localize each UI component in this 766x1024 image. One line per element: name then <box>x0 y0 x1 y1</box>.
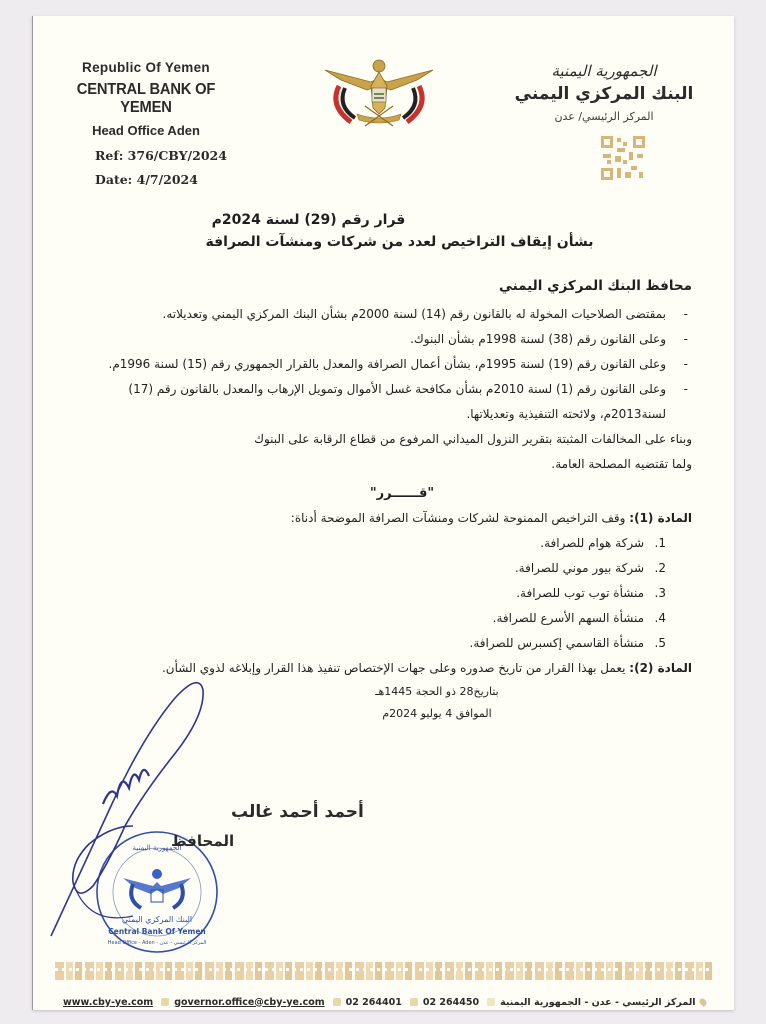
svg-text:Central Bank Of Yemen: Central Bank Of Yemen <box>108 927 206 936</box>
yemen-eagle-emblem-icon <box>321 56 437 128</box>
article-1-label: المادة (1): <box>629 511 692 525</box>
country-name-ar: الجمهورية اليمنية <box>551 62 657 80</box>
fax-icon <box>333 998 341 1006</box>
preamble-item: - وعلى القانون رقم (19) لسنة 1995م، بشأن أعمال الصرافة والمعدل بالقرار الجمهوري رقم (15) لسنة 1996م. <box>72 352 692 377</box>
bullet-dash: - <box>683 307 688 321</box>
preamble-item: - وعلى القانون رقم (38) لسنة 1998م بشأن البنوك. <box>72 327 692 352</box>
whereas-clause: ولما تقتضيه المصلحة العامة. <box>551 457 692 471</box>
decision-number: قرار رقم (29) لسنة 2024م <box>211 212 406 228</box>
svg-text:البنك المركزي اليمني: البنك المركزي اليمني <box>121 915 193 924</box>
bullet-dash: - <box>683 357 688 371</box>
phone-icon <box>410 998 418 1006</box>
article-2-text: يعمل بهذا القرار من تاريخ صدوره وعلى جهات الإختصاص تنفيذ هذا القرار وإبلاغه لذوي الشأن. <box>161 661 630 675</box>
list-item: 3. منشأة توب توب للصرافة. <box>516 586 666 600</box>
reference-number: Ref: 376/CBY/2024 <box>95 148 227 163</box>
list-item: 2. شركة بيور موني للصرافة. <box>514 561 666 575</box>
svg-text:الجمهورية اليمنية: الجمهورية اليمنية <box>132 844 182 852</box>
website-link[interactable]: www.cby-ye.com <box>63 996 154 1008</box>
fax-number: 02 264401 <box>345 996 402 1008</box>
svg-text:Head Office - Aden · المركز ال: Head Office - Aden · المركز الرئيسي - عدن <box>107 940 207 946</box>
list-item: 1. شركة هوام للصرافة. <box>540 536 666 550</box>
address: المركز الرئيسي - عدن - الجمهورية اليمنية <box>500 996 696 1008</box>
hijri-date: بتاريخ28 ذو الحجة 1445هـ <box>375 685 499 698</box>
bullet-dash: - <box>683 332 688 346</box>
office-name-en: Head Office Aden <box>92 123 200 138</box>
map-icon <box>487 998 495 1006</box>
phone-number: 02 264450 <box>422 996 480 1008</box>
footer-contact <box>63 992 713 1012</box>
document-date: Date: 4/7/2024 <box>95 172 198 187</box>
decision-body <box>72 302 692 725</box>
bullet-dash: - <box>683 382 688 396</box>
email-icon <box>161 998 169 1006</box>
gregorian-date: الموافق 4 يوليو 2024م <box>382 707 492 720</box>
header-english <box>57 60 235 138</box>
list-item: 4. منشأة السهم الأسرع للصرافة. <box>492 611 666 625</box>
article-1-text: وقف التراخيص الممنوحة لشركات ومنشآت الصرافة الموضحة أدناة: <box>290 511 630 525</box>
article-1 <box>72 506 692 531</box>
decree-heading: "قــــــرر" <box>369 486 435 501</box>
list-item: 5. منشأة القاسمي إكسبرس للصرافة. <box>469 636 666 650</box>
governor-heading: محافظ البنك المركزي اليمني <box>498 278 692 294</box>
location-pin-icon <box>698 997 708 1007</box>
bank-name-ar: البنك المركزي اليمني <box>514 84 694 104</box>
decision-subject: بشأن إيقاف التراخيص لعدد من شركات ومنشآت الصرافة <box>205 234 594 250</box>
country-name-en: Republic Of Yemen <box>82 60 210 75</box>
suspended-companies-list <box>72 531 692 656</box>
issue-date <box>72 681 692 725</box>
email-link[interactable]: governor.office@cby-ye.com <box>174 996 325 1008</box>
whereas-clause: وبناء على المخالفات المثبتة بتقرير النزول الميداني المرفوع من قطاع الرقابة على البنوك <box>254 432 692 446</box>
signatory-title: المحافظ <box>171 832 235 850</box>
decorative-border-pattern <box>55 962 713 980</box>
signatory-name: أحمد أحمد غالب <box>231 802 364 822</box>
article-2-label: المادة (2): <box>629 661 692 675</box>
qr-code-icon <box>601 136 645 180</box>
bank-name-en: CENTRAL BANK OF YEMEN <box>76 81 216 116</box>
office-name-ar: المركز الرئيسي/ عدن <box>554 110 654 123</box>
article-2 <box>72 656 692 681</box>
preamble-item: - بمقتضى الصلاحيات المخولة له بالقانون رقم (14) لسنة 2000م بشأن البنك المركزي اليمني وتعديلاته. <box>72 302 692 327</box>
document-page <box>32 16 734 1010</box>
preamble-item: - وعلى القانون رقم (1) لسنة 2010م بشأن مكافحة غسل الأموال وتمويل الإرهاب والمعدل بالقانون رقم (17) لسنة2013م، ولائحته التنفيذية وتعديلاتها. <box>72 377 692 427</box>
header-arabic <box>504 62 704 123</box>
